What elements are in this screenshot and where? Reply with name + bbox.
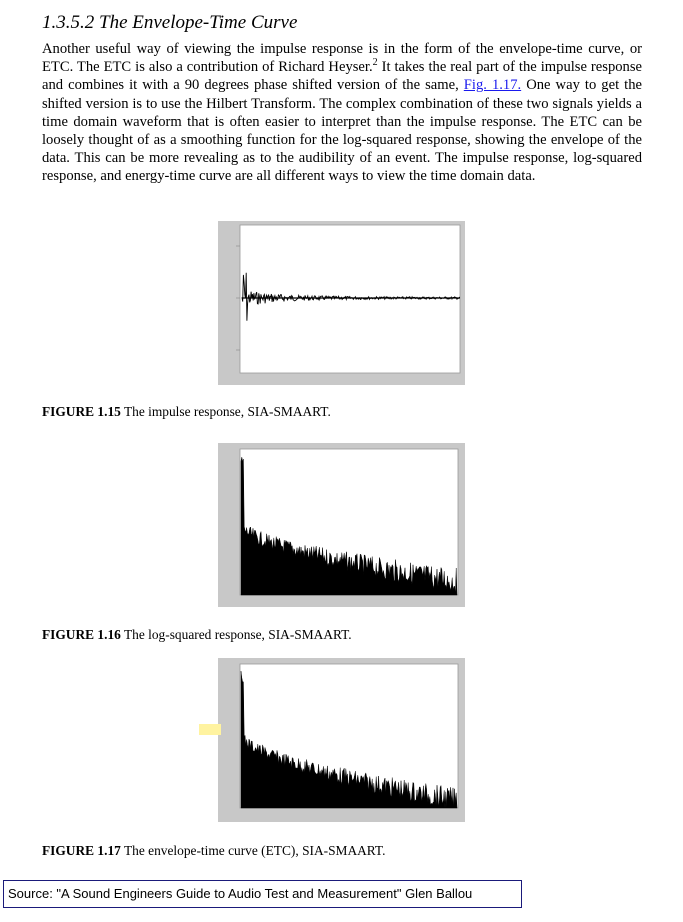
figure-label: FIGURE 1.16: [42, 627, 121, 642]
para-text-3: One way to get the shifted version is to use the Hilbert Transform. The complex combination of these two signals yields a time domain waveform that is often easier to interpret than the impulse response. The ETC can be loosely thought of as a smoothing function for the log-squared response, showing the envelope of the data. This can be more revealing as to the audibility of an event. The impulse response, log-squared response, and energy-time curve are all different ways to view the time domain data.: [42, 77, 643, 185]
figure-caption-text: The envelope-time curve (ETC), SIA-SMAART.: [120, 843, 386, 858]
section-heading: 1.3.5.2 The Envelope-Time Curve: [42, 12, 298, 33]
footnote-ref[interactable]: 2: [372, 57, 378, 69]
figure-envelope-time-curve: [218, 658, 465, 822]
body-paragraph: [42, 40, 642, 186]
figure-impulse-response: [218, 221, 465, 385]
figure-caption-2: [42, 627, 352, 643]
figure-caption-3: [42, 843, 385, 859]
source-box: Source: "A Sound Engineers Guide to Audio Test and Measurement" Glen Ballou: [3, 880, 522, 908]
etc-plot: [218, 658, 465, 822]
log-squared-plot: [218, 443, 465, 607]
figure-label: FIGURE 1.17: [42, 843, 121, 858]
highlight-mark: [199, 724, 221, 735]
para-text-1: Another useful way of viewing the impulse response is in the form of the envelope-time curve, or ETC. The ETC is also a contribution of Richard Heyser.: [42, 41, 642, 76]
para-text-2: It takes the real part of the impulse response and combines it with a 90 degrees phase shifted version of the same,: [42, 59, 643, 94]
figure-label: FIGURE 1.15: [42, 404, 121, 419]
figure-caption-text: The impulse response, SIA-SMAART.: [120, 404, 331, 419]
figure-caption-1: [42, 404, 331, 420]
figure-caption-text: The log-squared response, SIA-SMAART.: [120, 627, 352, 642]
figure-link[interactable]: Fig. 1.17.: [463, 77, 522, 94]
figure-log-squared-response: [218, 443, 465, 607]
impulse-plot: [218, 221, 465, 385]
